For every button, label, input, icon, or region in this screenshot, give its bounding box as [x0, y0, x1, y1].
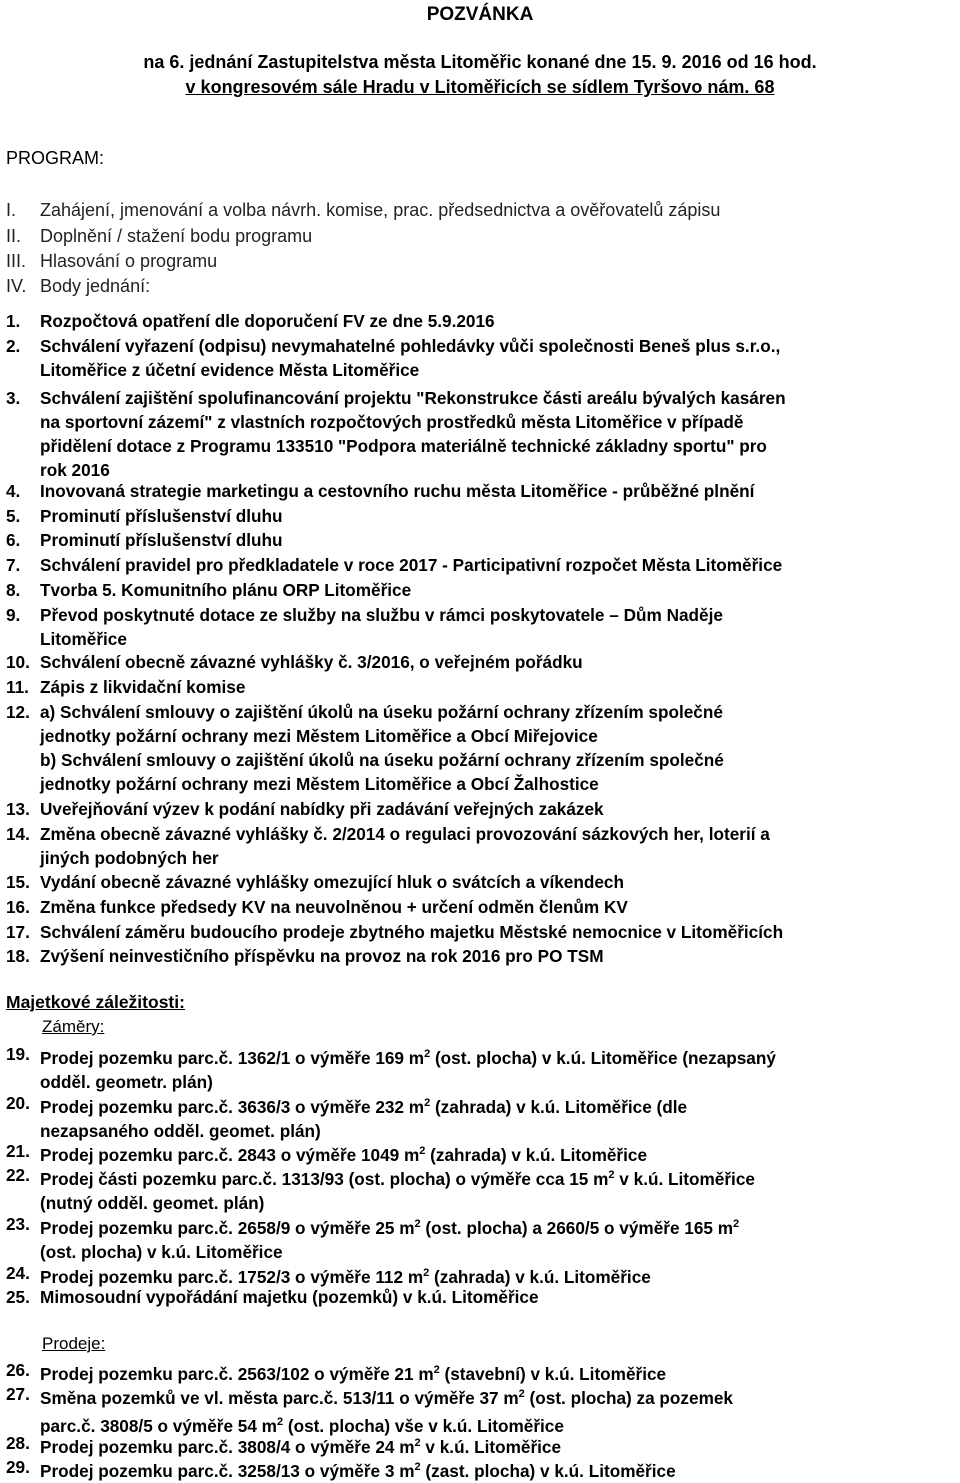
property-item	[6, 1455, 956, 1479]
property-item-line: odděl. geometr. plán)	[40, 1072, 213, 1092]
agenda-item	[6, 578, 956, 602]
agenda-item-line: Zvýšení neinvestičního příspěvku na provoz na rok 2016 pro PO TSM	[40, 946, 604, 966]
agenda-item-text	[40, 797, 956, 821]
property-item	[6, 1431, 956, 1455]
agenda-item-number: 3.	[6, 388, 21, 408]
venue-line: v kongresovém sále Hradu v Litoměřicích se sídlem Tyršovo nám. 68	[185, 77, 775, 97]
agenda-item-line: jednotky požární ochrany mezi Městem Litoměřice a Obcí Miřejovice	[40, 726, 598, 746]
property-item-line: Prodej pozemku parc.č. 3258/13 o výměře 3 $m^2$ (zast. plocha) v k.ú. Litoměřice	[40, 1461, 676, 1481]
agenda-item	[6, 895, 956, 919]
agenda-item-line: a) Schválení smlouvy o zajištění úkolů na úseku požární ochrany zřízením společné	[40, 702, 723, 722]
agenda-item-text	[40, 334, 956, 382]
property-item-number: 28.	[6, 1433, 30, 1453]
unit-exponent: 2	[423, 1267, 430, 1279]
unit-exponent: 2	[433, 1364, 440, 1376]
property-item-number: 23.	[6, 1214, 30, 1234]
property-item-line: Prodej pozemku parc.č. 3808/4 o výměře 24 $m^2$ v k.ú. Litoměřice	[40, 1437, 562, 1457]
agenda-item-line: Schválení zajištění spolufinancování projektu "Rekonstrukce části areálu bývalých kasáren	[40, 388, 786, 408]
agenda-item-text	[40, 675, 956, 699]
sales-heading: Prodeje:	[42, 1334, 106, 1353]
agenda-item-number: 14.	[6, 824, 30, 844]
agenda-item	[6, 603, 956, 651]
property-item-number: 21.	[6, 1141, 30, 1161]
unit-exponent: 2	[608, 1169, 615, 1181]
agenda-item-line: jednotky požární ochrany mezi Městem Litoměřice a Obcí Žalhostice	[40, 774, 599, 794]
agenda-item-line: Tvorba 5. Komunitního plánu ORP Litoměřice	[40, 580, 412, 600]
property-item-text	[40, 1285, 956, 1309]
agenda-item	[6, 386, 956, 482]
agenda-item	[6, 309, 956, 333]
property-item	[6, 1042, 956, 1090]
agenda-item-line: Zápis z likvidační komise	[40, 677, 246, 697]
roman-item	[6, 276, 150, 297]
agenda-item-line: Změna funkce předsedy KV na neuvolněnou + určení odměn členům KV	[40, 897, 628, 917]
property-item-line: (ost. plocha) v k.ú. Litoměřice	[40, 1242, 283, 1262]
roman-item	[6, 226, 312, 247]
agenda-item	[6, 650, 956, 674]
property-item-line: Mimosoudní vypořádání majetku (pozemků) v k.ú. Litoměřice	[40, 1287, 539, 1307]
agenda-item-line: Litoměřice z účetní evidence Města Litoměřice	[40, 360, 420, 380]
property-item-number: 26.	[6, 1360, 30, 1380]
agenda-item-line: Převod poskytnuté dotace ze služby na službu v rámci poskytovatele – Dům Naděje	[40, 605, 723, 625]
agenda-item-number: 1.	[6, 311, 21, 331]
roman-item	[6, 200, 720, 221]
agenda-item	[6, 334, 956, 382]
agenda-item-number: 13.	[6, 799, 30, 819]
roman-number: I.	[6, 200, 17, 220]
agenda-item-number: 7.	[6, 555, 21, 575]
agenda-item-number: 10.	[6, 652, 30, 672]
property-item-line: Prodej pozemku parc.č. 1362/1 o výměře 169 $m^2$ (ost. plocha) v k.ú. Litoměřice (nezapsaný	[40, 1048, 776, 1068]
property-item	[6, 1163, 956, 1211]
property-item-line: Prodej pozemku parc.č. 1752/3 o výměře 112 $m^2$ (zahrada) v k.ú. Litoměřice	[40, 1267, 651, 1287]
roman-text: Body jednání:	[40, 276, 151, 296]
agenda-item-line: Litoměřice	[40, 629, 127, 649]
unit-exponent: 2	[424, 1048, 431, 1060]
agenda-item	[6, 822, 956, 870]
agenda-item	[6, 528, 956, 552]
agenda-item-line: Vydání obecně závazné vyhlášky omezující hluk o svátcích a víkendech	[40, 872, 624, 892]
agenda-item-text	[40, 895, 956, 919]
agenda-item-line: Prominutí příslušenství dluhu	[40, 530, 283, 550]
agenda-item-line: b) Schválení smlouvy o zajištění úkolů na úseku požární ochrany zřízením společné	[40, 750, 724, 770]
unit-exponent: 2	[276, 1416, 284, 1428]
agenda-item-text	[40, 603, 956, 651]
agenda-item-line: Prominutí příslušenství dluhu	[40, 506, 283, 526]
agenda-item-line: přidělení dotace z Programu 133510 "Podpora materiálně technické základny sportu" pro	[40, 436, 767, 456]
agenda-item-text	[40, 650, 956, 674]
document-title: POZVÁNKA	[426, 4, 534, 25]
roman-text: Zahájení, jmenování a volba návrh. komise, prac. předsednictva a ověřovatelů zápisu	[40, 200, 721, 220]
agenda-item-line: rok 2016	[40, 460, 110, 480]
property-item-text	[40, 1455, 956, 1483]
property-item	[6, 1091, 956, 1139]
property-item	[6, 1212, 956, 1260]
property-item-line: Prodej pozemku parc.č. 2843 o výměře 1049 $m^2$ (zahrada) v k.ú. Litoměřice	[40, 1145, 647, 1165]
agenda-item-text	[40, 504, 956, 528]
agenda-item	[6, 944, 956, 968]
unit-exponent: 2	[414, 1437, 421, 1449]
roman-number: III.	[6, 251, 27, 271]
property-item-line: Prodej pozemku parc.č. 3636/3 o výměře 232 $m^2$ (zahrada) v k.ú. Litoměřice (dle	[40, 1097, 688, 1117]
property-item-text	[40, 1091, 956, 1143]
agenda-item-line: Schválení obecně závazné vyhlášky č. 3/2016, o veřejném pořádku	[40, 652, 583, 672]
agenda-item-line: Inovovaná strategie marketingu a cestovního ruchu města Litoměřice - průběžné plnění	[40, 481, 755, 501]
property-item-text	[40, 1382, 956, 1438]
property-item-line: parc.č. 3808/5 o výměře 54 $m^2$ (ost. plocha) vše v k.ú. Litoměřice	[40, 1416, 564, 1436]
agenda-item-line: Schválení vyřazení (odpisu) nevymahatelné pohledávky vůči společnosti Beneš plus s.r.o.,	[40, 336, 781, 356]
agenda-item-text	[40, 944, 956, 968]
roman-number: II.	[6, 226, 22, 246]
agenda-item-number: 16.	[6, 897, 30, 917]
roman-number: IV.	[6, 276, 27, 296]
roman-text: Doplnění / stažení bodu programu	[40, 226, 313, 246]
property-heading: Majetkové záležitosti:	[6, 992, 185, 1012]
agenda-item	[6, 553, 956, 577]
property-item-number: 19.	[6, 1044, 30, 1064]
unit-exponent: 2	[424, 1097, 431, 1109]
agenda-item-number: 4.	[6, 481, 21, 501]
agenda-item-number: 11.	[6, 677, 29, 697]
agenda-item-number: 18.	[6, 946, 30, 966]
property-item-line: (nutný odděl. geomet. plán)	[40, 1193, 265, 1213]
agenda-item-text	[40, 822, 956, 870]
agenda-item-text	[40, 553, 956, 577]
agenda-item-text	[40, 920, 956, 944]
property-item-line: Směna pozemků ve vl. města parc.č. 513/11 o výměře 37 $m^2$ (ost. plocha) za pozemek	[40, 1388, 733, 1408]
agenda-item-text	[40, 870, 956, 894]
agenda-item-text	[40, 578, 956, 602]
agenda-item-number: 15.	[6, 872, 30, 892]
property-item-number: 22.	[6, 1165, 30, 1185]
agenda-item	[6, 920, 956, 944]
property-item-line: Prodej pozemku parc.č. 2658/9 o výměře 25 $m^2$ (ost. plocha) a 2660/5 o výměře 165 $m^2$	[40, 1218, 740, 1238]
unit-exponent: 2	[419, 1145, 426, 1157]
unit-exponent: 2	[414, 1461, 421, 1473]
unit-exponent: 2	[518, 1388, 525, 1400]
agenda-item	[6, 675, 956, 699]
program-heading: PROGRAM:	[6, 148, 105, 168]
agenda-item-text	[40, 479, 956, 503]
agenda-item-number: 6.	[6, 530, 21, 550]
agenda-item	[6, 870, 956, 894]
agenda-item-line: Změna obecně závazné vyhlášky č. 2/2014 o regulaci provozování sázkových her, loterií a	[40, 824, 770, 844]
property-item	[6, 1139, 956, 1163]
unit-exponent: 2	[733, 1218, 740, 1230]
agenda-item-number: 12.	[6, 702, 30, 722]
agenda-item-line: Uveřejňování výzev k podání nabídky při zadávání veřejných zakázek	[40, 799, 604, 819]
agenda-item-text	[40, 309, 956, 333]
meeting-line: na 6. jednání Zastupitelstva města Litoměřic konané dne 15. 9. 2016 od 16 hod.	[143, 52, 817, 72]
property-item	[6, 1358, 956, 1382]
property-item	[6, 1382, 956, 1436]
roman-item	[6, 251, 217, 272]
property-item-number: 25.	[6, 1287, 30, 1307]
agenda-item-number: 8.	[6, 580, 21, 600]
agenda-item-text	[40, 386, 956, 482]
property-item-line: Prodej pozemku parc.č. 2563/102 o výměře 21 $m^2$ (stavební) v k.ú. Litoměřice	[40, 1364, 667, 1384]
property-item-number: 24.	[6, 1263, 30, 1283]
agenda-item-number: 17.	[6, 922, 30, 942]
agenda-item-line: Schválení pravidel pro předkladatele v roce 2017 - Participativní rozpočet Města Litoměřice	[40, 555, 783, 575]
agenda-item-number: 5.	[6, 506, 21, 526]
property-item	[6, 1285, 956, 1309]
agenda-item-line: Rozpočtová opatření dle doporučení FV ze dne 5.9.2016	[40, 311, 495, 331]
property-item-number: 20.	[6, 1093, 30, 1113]
roman-text: Hlasování o programu	[40, 251, 218, 271]
property-item-text	[40, 1042, 956, 1094]
property-item-line: nezapsaného odděl. geomet. plán)	[40, 1121, 321, 1141]
agenda-item	[6, 797, 956, 821]
agenda-item-text	[40, 700, 956, 796]
property-item-text	[40, 1163, 956, 1215]
property-item	[6, 1261, 956, 1285]
agenda-item	[6, 479, 956, 503]
agenda-item-number: 2.	[6, 336, 21, 356]
property-item-number: 27.	[6, 1384, 30, 1404]
agenda-item	[6, 700, 956, 796]
agenda-item-line: na sportovní zázemí" z vlastních rozpočtových prostředků města Litoměřice v případě	[40, 412, 744, 432]
property-item-line: Prodej části pozemku parc.č. 1313/93 (ost. plocha) o výměře cca 15 $m^2$ v k.ú. Litoměřice	[40, 1169, 755, 1189]
agenda-item-line: Schválení záměru budoucího prodeje zbytného majetku Městské nemocnice v Litoměřicích	[40, 922, 784, 942]
agenda-item-line: jiných podobných her	[40, 848, 219, 868]
agenda-item	[6, 504, 956, 528]
agenda-item-text	[40, 528, 956, 552]
intentions-heading: Záměry:	[42, 1017, 105, 1036]
agenda-item-number: 9.	[6, 605, 21, 625]
property-item-number: 29.	[6, 1457, 30, 1477]
unit-exponent: 2	[414, 1218, 421, 1230]
property-item-text	[40, 1212, 956, 1264]
